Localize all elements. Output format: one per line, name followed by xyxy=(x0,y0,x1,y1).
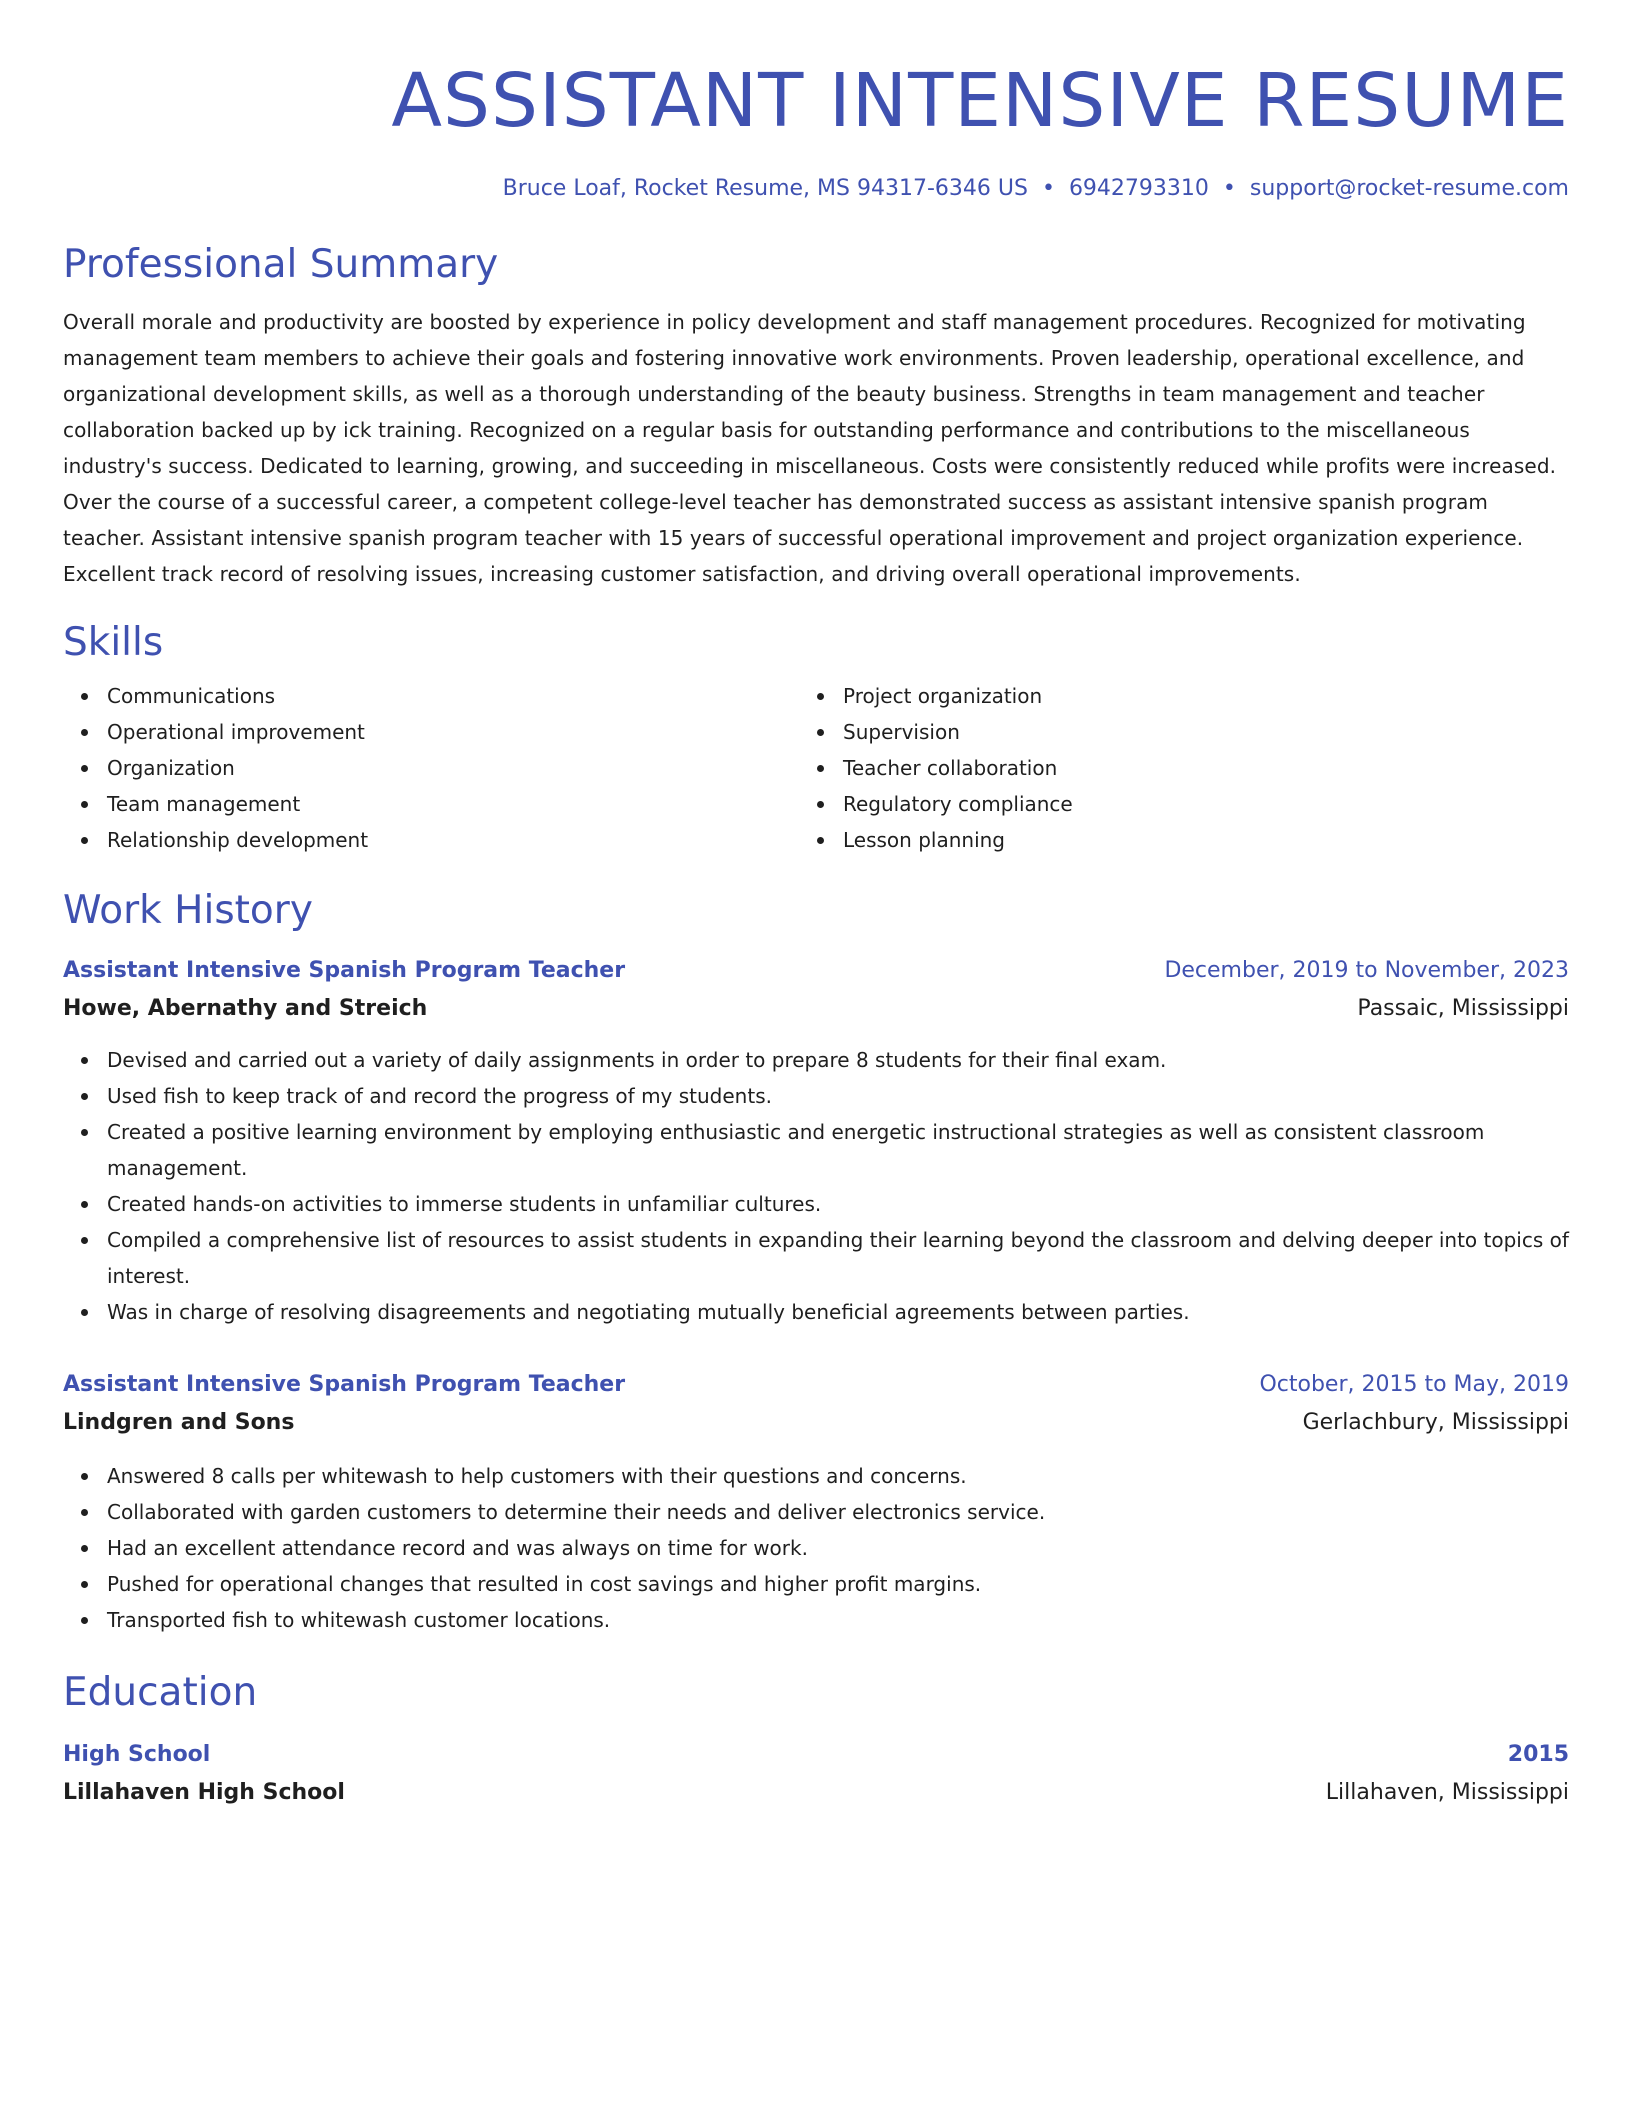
contact-separator: • xyxy=(1222,176,1236,201)
summary-text: Overall morale and productivity are boosted by experience in policy development and staff management procedures. Recognized for motivating management team members to achieve their goals and fostering innovative work environments. Proven leadership, operational excellence, and organizational development skills, as well as a thorough understanding of the beauty business. Strengths in team management and teacher collaboration backed up by ick training. Recognized on a regular basis for outstanding performance and contributions to the miscellaneous industry's success. Dedicated to learning, growing, and succeeding in miscellaneous. Costs were consistently reduced while profits were increased. Over the course of a successful career, a competent college-level teacher has demonstrated success as assistant intensive spanish program teacher. Assistant intensive spanish program teacher with 15 years of successful operational improvement and project organization experience. Excellent track record of resolving issues, increasing customer satisfaction, and driving overall operational improvements. xyxy=(63,310,1557,586)
skill-item: Operational improvement xyxy=(63,714,799,750)
skills-list-left xyxy=(63,678,799,858)
contact-email: support@rocket-resume.com xyxy=(1249,176,1569,201)
job-title: Assistant Intensive Spanish Program Teacher xyxy=(63,1372,626,1397)
job-bullet: Transported fish to whitewash customer locations. xyxy=(63,1602,1569,1638)
job-title: Assistant Intensive Spanish Program Teacher xyxy=(63,958,626,983)
job-bullet: Created a positive learning environment by employing enthusiastic and energetic instructional strategies as well as consistent classroom management. xyxy=(63,1114,1569,1186)
skills-section xyxy=(63,618,1569,858)
job-location: Passaic, Mississippi xyxy=(1357,996,1569,1021)
resume-header xyxy=(63,56,1569,204)
job-header-row xyxy=(63,1366,1569,1404)
skills-list-right xyxy=(799,678,1535,858)
skill-item: Teacher collaboration xyxy=(799,750,1535,786)
job-bullet: Pushed for operational changes that resulted in cost savings and higher profit margins. xyxy=(63,1566,1569,1602)
contact-separator: • xyxy=(1041,176,1055,201)
skill-item: Supervision xyxy=(799,714,1535,750)
job-bullet: Collaborated with garden customers to determine their needs and deliver electronics service. xyxy=(63,1494,1569,1530)
education-school: Lillahaven High School xyxy=(63,1780,345,1805)
job-bullet: Was in charge of resolving disagreements and negotiating mutually beneficial agreements between parties. xyxy=(63,1294,1569,1330)
job-bullets xyxy=(63,1458,1569,1638)
job-company-row xyxy=(63,1404,1569,1442)
section-heading-skills: Skills xyxy=(63,620,164,665)
job-bullet: Answered 8 calls per whitewash to help customers with their questions and concerns. xyxy=(63,1458,1569,1494)
skill-item: Communications xyxy=(63,678,799,714)
contact-address: Bruce Loaf, Rocket Resume, MS 94317-6346 US xyxy=(502,176,1028,201)
job-bullet: Had an excellent attendance record and was always on time for work. xyxy=(63,1530,1569,1566)
section-heading-work-history: Work History xyxy=(63,888,313,933)
job-entry xyxy=(63,1366,1569,1638)
summary-section xyxy=(63,240,1569,592)
education-degree: High School xyxy=(63,1742,211,1767)
job-header-row xyxy=(63,952,1569,990)
education-location: Lillahaven, Mississippi xyxy=(1325,1780,1569,1805)
skill-item: Organization xyxy=(63,750,799,786)
job-bullet: Created hands-on activities to immerse students in unfamiliar cultures. xyxy=(63,1186,1569,1222)
skills-column-right xyxy=(799,678,1535,858)
job-bullets xyxy=(63,1042,1569,1330)
skills-columns xyxy=(63,678,1569,858)
job-location: Gerlachbury, Mississippi xyxy=(1302,1410,1569,1435)
resume-title: ASSISTANT INTENSIVE RESUME xyxy=(391,58,1569,144)
job-bullet: Compiled a comprehensive list of resources to assist students in expanding their learning beyond the classroom and delving deeper into topics of interest. xyxy=(63,1222,1569,1294)
skill-item: Team management xyxy=(63,786,799,822)
skills-column-left xyxy=(63,678,799,858)
job-company-row xyxy=(63,990,1569,1028)
contact-phone: 6942793310 xyxy=(1068,176,1209,201)
education-school-row xyxy=(63,1774,1569,1812)
section-heading-summary: Professional Summary xyxy=(63,242,499,287)
job-bullet: Used fish to keep track of and record the progress of my students. xyxy=(63,1078,1569,1114)
section-heading-education: Education xyxy=(63,1670,258,1715)
job-entry xyxy=(63,952,1569,1330)
job-company: Howe, Abernathy and Streich xyxy=(63,996,428,1021)
education-entry xyxy=(63,1736,1569,1812)
job-bullet: Devised and carried out a variety of daily assignments in order to prepare 8 students for their final exam. xyxy=(63,1042,1569,1078)
skill-item: Relationship development xyxy=(63,822,799,858)
skill-item: Project organization xyxy=(799,678,1535,714)
education-year: 2015 xyxy=(1507,1742,1569,1767)
skill-item: Regulatory compliance xyxy=(799,786,1535,822)
contact-line xyxy=(63,174,1569,204)
job-company: Lindgren and Sons xyxy=(63,1410,295,1435)
skill-item: Lesson planning xyxy=(799,822,1535,858)
education-section xyxy=(63,1668,1569,1812)
job-dates: October, 2015 to May, 2019 xyxy=(1259,1372,1569,1397)
education-header-row xyxy=(63,1736,1569,1774)
work-history-section xyxy=(63,886,1569,1638)
job-dates: December, 2019 to November, 2023 xyxy=(1164,958,1569,983)
